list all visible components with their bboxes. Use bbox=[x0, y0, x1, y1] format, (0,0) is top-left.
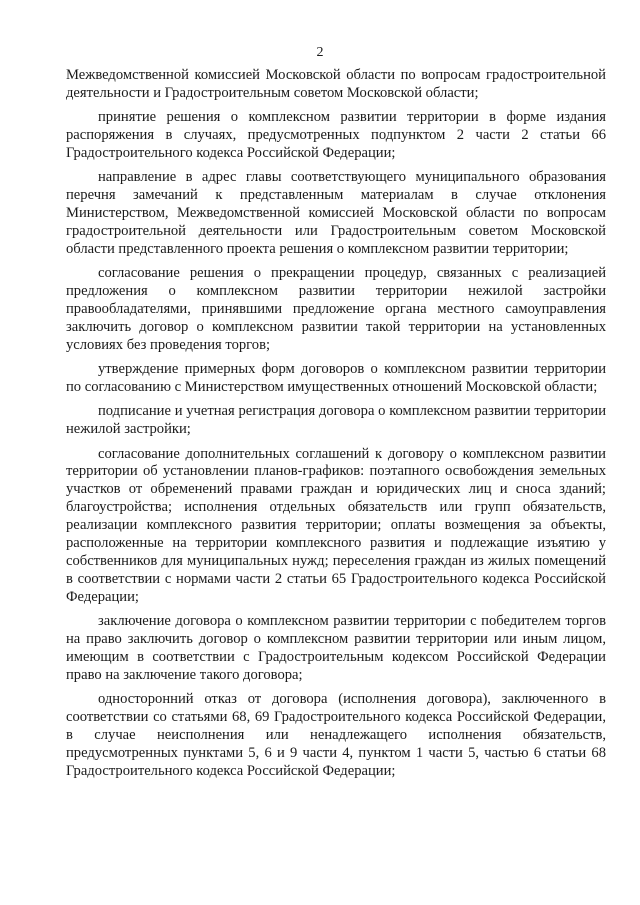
paragraph: согласование дополнительных соглашений к договору о комплексном развитии территории об установлении планов-графиков: поэтапного освобождения земельных участков от обременений правами граждан и юридических лиц и сноса зданий; благоустройства; исполнения отдельных обязательств или групп обязательств, реализации комплексного развития территории; оплаты возмещения за объекты, расположенные на территории комплексного развития и подлежащие изъятию у собственников для муниципальных нужд; переселения граждан из жилых помещений в соответствии с нормами части 2 статьи 65 Градостроительного кодекса Российской Федерации; bbox=[66, 445, 606, 605]
document-body bbox=[66, 67, 606, 787]
paragraph: односторонний отказ от договора (исполнения договора), заключенного в соответствии со статьями 68, 69 Градостроительного кодекса Российской Федерации, в случае неисполнения или ненадлежащего исполнения обязательств, предусмотренных пунктами 5, 6 и 9 части 4, пунктом 1 части 5, частью 6 статьи 68 Градостроительного кодекса Российской Федерации; bbox=[66, 691, 606, 779]
paragraph: заключение договора о комплексном развитии территории с победителем торгов на право заключить договор о комплексном развитии территории или иным лицом, имеющим в соответствии с Градостроительным кодексом Российской Федерации право на заключение такого договора; bbox=[66, 613, 606, 683]
paragraph: согласование решения о прекращении процедур, связанных с реализацией предложения о комплексном развитии территории нежилой застройки правообладателями, принявшими предложение органа местного самоуправления заключить договор о комплексном развитии такой территории на установленных условиях без проведения торгов; bbox=[66, 265, 606, 353]
paragraph: принятие решения о комплексном развитии территории в форме издания распоряжения в случаях, предусмотренных подпунктом 2 части 2 статьи 66 Градостроительного кодекса Российской Федерации; bbox=[66, 109, 606, 162]
page-number: 2 bbox=[316, 45, 324, 60]
paragraph: Межведомственной комиссией Московской области по вопросам градостроительной деятельности и Градостроительным советом Московской области; bbox=[66, 67, 606, 101]
paragraph: направление в адрес главы соответствующего муниципального образования перечня замечаний к представленным материалам в случае отклонения Министерством, Межведомственной комиссией Московской области по вопросам градостроительной деятельности или Градостроительным советом Московской области представленного проекта решения о комплексном развитии территории; bbox=[66, 169, 606, 257]
paragraph: подписание и учетная регистрация договора о комплексном развитии территории нежилой застройки; bbox=[66, 403, 606, 438]
paragraph: утверждение примерных форм договоров о комплексном развитии территории по согласованию с Министерством имущественных отношений Московской области; bbox=[66, 361, 606, 396]
